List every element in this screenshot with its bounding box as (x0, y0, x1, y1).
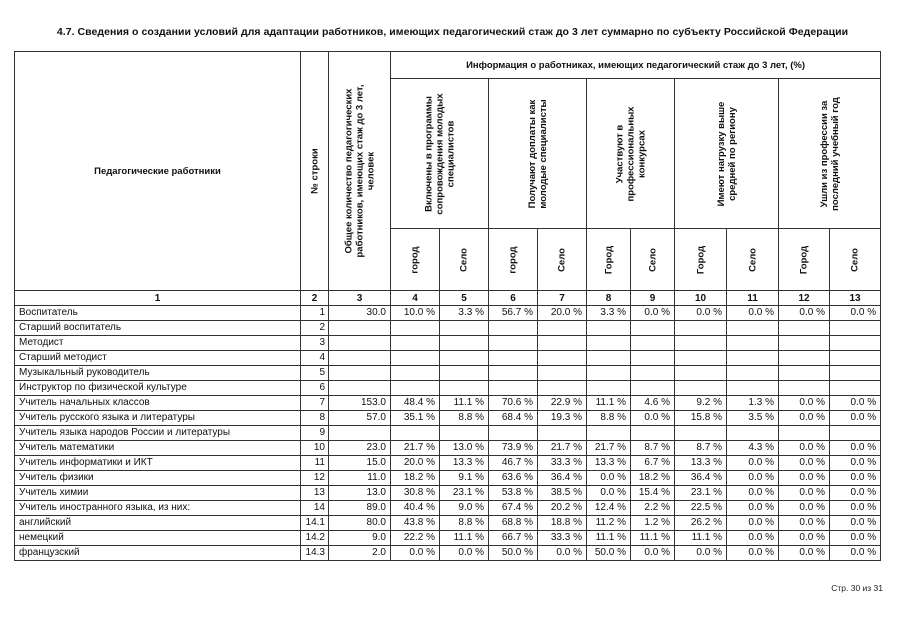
row-value: 18.2 % (631, 471, 675, 486)
row-value (830, 351, 881, 366)
row-number: 13 (301, 486, 329, 501)
row-value (779, 426, 830, 441)
row-total: 89.0 (329, 501, 391, 516)
row-value: 21.7 % (391, 441, 440, 456)
table-row (15, 531, 881, 546)
row-value (440, 366, 489, 381)
row-value: 20.2 % (538, 501, 587, 516)
row-value: 0.0 % (830, 471, 881, 486)
row-value (391, 381, 440, 396)
row-value: 12.4 % (587, 501, 631, 516)
subcol-header: город (489, 229, 538, 291)
row-value: 1.2 % (631, 516, 675, 531)
row-value (587, 336, 631, 351)
column-numbers-row: 1 2 3 4 5 6 7 8 9 10 11 12 13 (15, 291, 881, 306)
row-value (631, 366, 675, 381)
row-value: 63.6 % (489, 471, 538, 486)
row-total (329, 381, 391, 396)
table-row (15, 396, 881, 411)
row-value: 0.0 % (631, 411, 675, 426)
row-value: 36.4 % (538, 471, 587, 486)
row-label: французский (15, 546, 301, 561)
table-row (15, 306, 881, 321)
row-value: 0.0 % (727, 306, 779, 321)
row-value: 11.1 % (587, 396, 631, 411)
row-value (631, 381, 675, 396)
row-value (489, 366, 538, 381)
row-value: 11.1 % (440, 396, 489, 411)
row-value (391, 366, 440, 381)
row-label: Методист (15, 336, 301, 351)
row-value: 22.9 % (538, 396, 587, 411)
page-number: Стр. 30 из 31 (831, 583, 883, 593)
row-value (391, 351, 440, 366)
row-value: 0.0 % (779, 471, 830, 486)
row-value: 35.1 % (391, 411, 440, 426)
row-number: 5 (301, 366, 329, 381)
row-value (675, 321, 727, 336)
row-number: 7 (301, 396, 329, 411)
row-value: 13.0 % (440, 441, 489, 456)
row-total: 9.0 (329, 531, 391, 546)
row-value: 0.0 % (779, 501, 830, 516)
row-number: 8 (301, 411, 329, 426)
row-number: 10 (301, 441, 329, 456)
row-label: Музыкальный руководитель (15, 366, 301, 381)
row-value (440, 321, 489, 336)
row-value: 15.8 % (675, 411, 727, 426)
row-label: Старший воспитатель (15, 321, 301, 336)
row-label: Учитель языка народов России и литературы (15, 426, 301, 441)
row-total (329, 426, 391, 441)
row-value: 0.0 % (587, 471, 631, 486)
row-value: 11.1 % (631, 531, 675, 546)
row-value: 0.0 % (727, 516, 779, 531)
row-value: 40.4 % (391, 501, 440, 516)
subcol-header: Город (587, 229, 631, 291)
row-value (440, 381, 489, 396)
table-row (15, 546, 881, 561)
subcol-header: Село (440, 229, 489, 291)
subcol-header: Село (631, 229, 675, 291)
row-value: 0.0 % (727, 546, 779, 561)
row-number: 11 (301, 456, 329, 471)
row-value: 0.0 % (779, 411, 830, 426)
row-total (329, 336, 391, 351)
row-value: 26.2 % (675, 516, 727, 531)
row-value (587, 321, 631, 336)
row-value: 0.0 % (830, 531, 881, 546)
row-value: 0.0 % (727, 486, 779, 501)
row-value: 11.1 % (675, 531, 727, 546)
row-value: 22.2 % (391, 531, 440, 546)
row-number: 3 (301, 336, 329, 351)
table-row (15, 501, 881, 516)
row-number: 1 (301, 306, 329, 321)
row-value: 11.1 % (587, 531, 631, 546)
row-value: 11.1 % (440, 531, 489, 546)
row-value: 8.8 % (440, 516, 489, 531)
table-row (15, 366, 881, 381)
row-value: 0.0 % (830, 546, 881, 561)
row-value: 43.8 % (391, 516, 440, 531)
row-total: 80.0 (329, 516, 391, 531)
row-label: Учитель математики (15, 441, 301, 456)
row-number: 14.3 (301, 546, 329, 561)
row-value: 21.7 % (587, 441, 631, 456)
row-label: английский (15, 516, 301, 531)
row-value (675, 336, 727, 351)
row-value: 68.4 % (489, 411, 538, 426)
row-value (538, 381, 587, 396)
row-value: 73.9 % (489, 441, 538, 456)
report-title: 4.7. Сведения о создании условий для адаптации работников, имеющих педагогический стаж до 3 лет суммарно по субъекту Российской Федерации (56, 26, 849, 38)
row-value: 0.0 % (779, 516, 830, 531)
table-row (15, 516, 881, 531)
row-value: 0.0 % (830, 396, 881, 411)
row-value: 50.0 % (489, 546, 538, 561)
row-value (538, 336, 587, 351)
row-label: Инструктор по физической культуре (15, 381, 301, 396)
adaptation-table (14, 51, 881, 561)
row-value: 0.0 % (779, 306, 830, 321)
row-value: 19.3 % (538, 411, 587, 426)
row-value: 3.5 % (727, 411, 779, 426)
table-row (15, 456, 881, 471)
row-value (631, 426, 675, 441)
table-row (15, 381, 881, 396)
row-value: 11.2 % (587, 516, 631, 531)
row-value: 0.0 % (538, 546, 587, 561)
row-value (489, 426, 538, 441)
row-label: Учитель физики (15, 471, 301, 486)
subcol-header: Город (779, 229, 830, 291)
row-label: Учитель русского языка и литературы (15, 411, 301, 426)
header-group-left: Ушли из профессии за последний учебный год (779, 79, 881, 229)
table-row (15, 426, 881, 441)
row-value (830, 336, 881, 351)
header-group-workload: Имеют нагрузку выше средней по региону (675, 79, 779, 229)
row-value: 0.0 % (779, 456, 830, 471)
table-row (15, 336, 881, 351)
row-total: 30.0 (329, 306, 391, 321)
row-total: 15.0 (329, 456, 391, 471)
row-value (440, 336, 489, 351)
row-value (779, 381, 830, 396)
row-number: 14.1 (301, 516, 329, 531)
row-value: 70.6 % (489, 396, 538, 411)
row-value (779, 366, 830, 381)
row-value: 0.0 % (631, 306, 675, 321)
row-value: 0.0 % (675, 546, 727, 561)
row-value: 0.0 % (779, 486, 830, 501)
row-value (779, 336, 830, 351)
row-value: 4.3 % (727, 441, 779, 456)
row-label: Воспитатель (15, 306, 301, 321)
row-value: 0.0 % (779, 396, 830, 411)
row-label: Учитель информатики и ИКТ (15, 456, 301, 471)
subcol-header: Город (675, 229, 727, 291)
row-value: 38.5 % (538, 486, 587, 501)
row-value (440, 426, 489, 441)
row-value: 0.0 % (830, 501, 881, 516)
row-value: 13.3 % (675, 456, 727, 471)
row-label: Учитель начальных классов (15, 396, 301, 411)
row-value: 10.0 % (391, 306, 440, 321)
table-row (15, 321, 881, 336)
row-value: 48.4 % (391, 396, 440, 411)
row-value (830, 321, 881, 336)
row-value (675, 381, 727, 396)
row-value (538, 351, 587, 366)
row-value (727, 366, 779, 381)
row-value: 6.7 % (631, 456, 675, 471)
row-value (779, 351, 830, 366)
row-value: 0.0 % (440, 546, 489, 561)
row-value (631, 351, 675, 366)
row-value (830, 381, 881, 396)
row-value (727, 381, 779, 396)
row-value (727, 426, 779, 441)
row-value: 0.0 % (830, 306, 881, 321)
row-value (631, 321, 675, 336)
row-value (489, 336, 538, 351)
row-total: 153.0 (329, 396, 391, 411)
table-row (15, 471, 881, 486)
row-value: 20.0 % (538, 306, 587, 321)
row-value (675, 351, 727, 366)
row-value (830, 426, 881, 441)
row-value: 0.0 % (391, 546, 440, 561)
row-value: 15.4 % (631, 486, 675, 501)
row-number: 12 (301, 471, 329, 486)
row-value (675, 426, 727, 441)
row-number: 14 (301, 501, 329, 516)
row-value: 9.1 % (440, 471, 489, 486)
row-value: 53.8 % (489, 486, 538, 501)
row-value: 0.0 % (587, 486, 631, 501)
row-value: 0.0 % (727, 456, 779, 471)
row-number: 2 (301, 321, 329, 336)
row-value: 0.0 % (779, 531, 830, 546)
row-total (329, 351, 391, 366)
row-label: Учитель химии (15, 486, 301, 501)
row-value: 22.5 % (675, 501, 727, 516)
row-label: Старший методист (15, 351, 301, 366)
row-value: 0.0 % (631, 546, 675, 561)
row-value: 13.3 % (587, 456, 631, 471)
header-info: Информация о работниках, имеющих педагогический стаж до 3 лет, (%) (391, 52, 881, 79)
row-value: 23.1 % (675, 486, 727, 501)
header-ped-workers: Педагогические работники (15, 52, 301, 291)
row-total: 57.0 (329, 411, 391, 426)
row-total (329, 321, 391, 336)
row-value: 33.3 % (538, 531, 587, 546)
row-value: 33.3 % (538, 456, 587, 471)
row-value: 3.3 % (440, 306, 489, 321)
row-value (779, 321, 830, 336)
row-value: 0.0 % (727, 531, 779, 546)
row-value (391, 426, 440, 441)
row-value: 0.0 % (830, 441, 881, 456)
row-value: 20.0 % (391, 456, 440, 471)
row-value: 36.4 % (675, 471, 727, 486)
row-value (489, 321, 538, 336)
row-value: 46.7 % (489, 456, 538, 471)
row-value: 1.3 % (727, 396, 779, 411)
row-value: 21.7 % (538, 441, 587, 456)
row-value: 23.1 % (440, 486, 489, 501)
row-value (391, 321, 440, 336)
row-total (329, 366, 391, 381)
row-value: 0.0 % (675, 306, 727, 321)
row-value: 0.0 % (727, 471, 779, 486)
row-value: 3.3 % (587, 306, 631, 321)
row-value: 18.2 % (391, 471, 440, 486)
row-total: 23.0 (329, 441, 391, 456)
header-group-programs: Включены в программы сопровождения молодых специалистов (391, 79, 489, 229)
row-value: 8.7 % (631, 441, 675, 456)
header-group-payments: Получают доплаты как молодые специалисты (489, 79, 587, 229)
row-value: 2.2 % (631, 501, 675, 516)
subcol-header: Село (830, 229, 881, 291)
row-value (587, 426, 631, 441)
table-row (15, 411, 881, 426)
row-value (675, 366, 727, 381)
row-value: 13.3 % (440, 456, 489, 471)
row-value: 30.8 % (391, 486, 440, 501)
row-value (587, 381, 631, 396)
header-group-contests: Участвуют в профессиональных конкурсах (587, 79, 675, 229)
row-number: 4 (301, 351, 329, 366)
subcol-header: Село (727, 229, 779, 291)
row-value: 8.7 % (675, 441, 727, 456)
row-value (538, 321, 587, 336)
table-row (15, 351, 881, 366)
header-row-number: № строки (301, 52, 329, 291)
row-value (538, 366, 587, 381)
row-value (631, 336, 675, 351)
row-value: 0.0 % (830, 456, 881, 471)
row-value: 68.8 % (489, 516, 538, 531)
row-value: 8.8 % (587, 411, 631, 426)
row-value: 9.2 % (675, 396, 727, 411)
row-value (830, 366, 881, 381)
row-value: 67.4 % (489, 501, 538, 516)
row-value (727, 336, 779, 351)
row-value: 8.8 % (440, 411, 489, 426)
row-value (587, 351, 631, 366)
table-row (15, 441, 881, 456)
row-value: 0.0 % (779, 441, 830, 456)
row-label: Учитель иностранного языка, из них: (15, 501, 301, 516)
row-value (727, 351, 779, 366)
row-value: 0.0 % (830, 516, 881, 531)
row-value: 66.7 % (489, 531, 538, 546)
row-number: 9 (301, 426, 329, 441)
table-row (15, 486, 881, 501)
row-value (391, 336, 440, 351)
row-value: 0.0 % (779, 546, 830, 561)
row-value: 56.7 % (489, 306, 538, 321)
row-value (727, 321, 779, 336)
subcol-header: Село (538, 229, 587, 291)
row-value (440, 351, 489, 366)
row-value (489, 381, 538, 396)
row-value: 0.0 % (830, 411, 881, 426)
row-value (538, 426, 587, 441)
row-value: 18.8 % (538, 516, 587, 531)
row-value (587, 366, 631, 381)
header-total: Общее количество педагогических работников, имеющих стаж до 3 лет, человек (329, 52, 391, 291)
row-number: 6 (301, 381, 329, 396)
row-label: немецкий (15, 531, 301, 546)
row-value: 50.0 % (587, 546, 631, 561)
row-value: 9.0 % (440, 501, 489, 516)
subcol-header: город (391, 229, 440, 291)
row-value: 0.0 % (830, 486, 881, 501)
row-value (489, 351, 538, 366)
row-value: 4.6 % (631, 396, 675, 411)
row-number: 14.2 (301, 531, 329, 546)
row-total: 13.0 (329, 486, 391, 501)
row-total: 11.0 (329, 471, 391, 486)
row-total: 2.0 (329, 546, 391, 561)
row-value: 0.0 % (727, 501, 779, 516)
